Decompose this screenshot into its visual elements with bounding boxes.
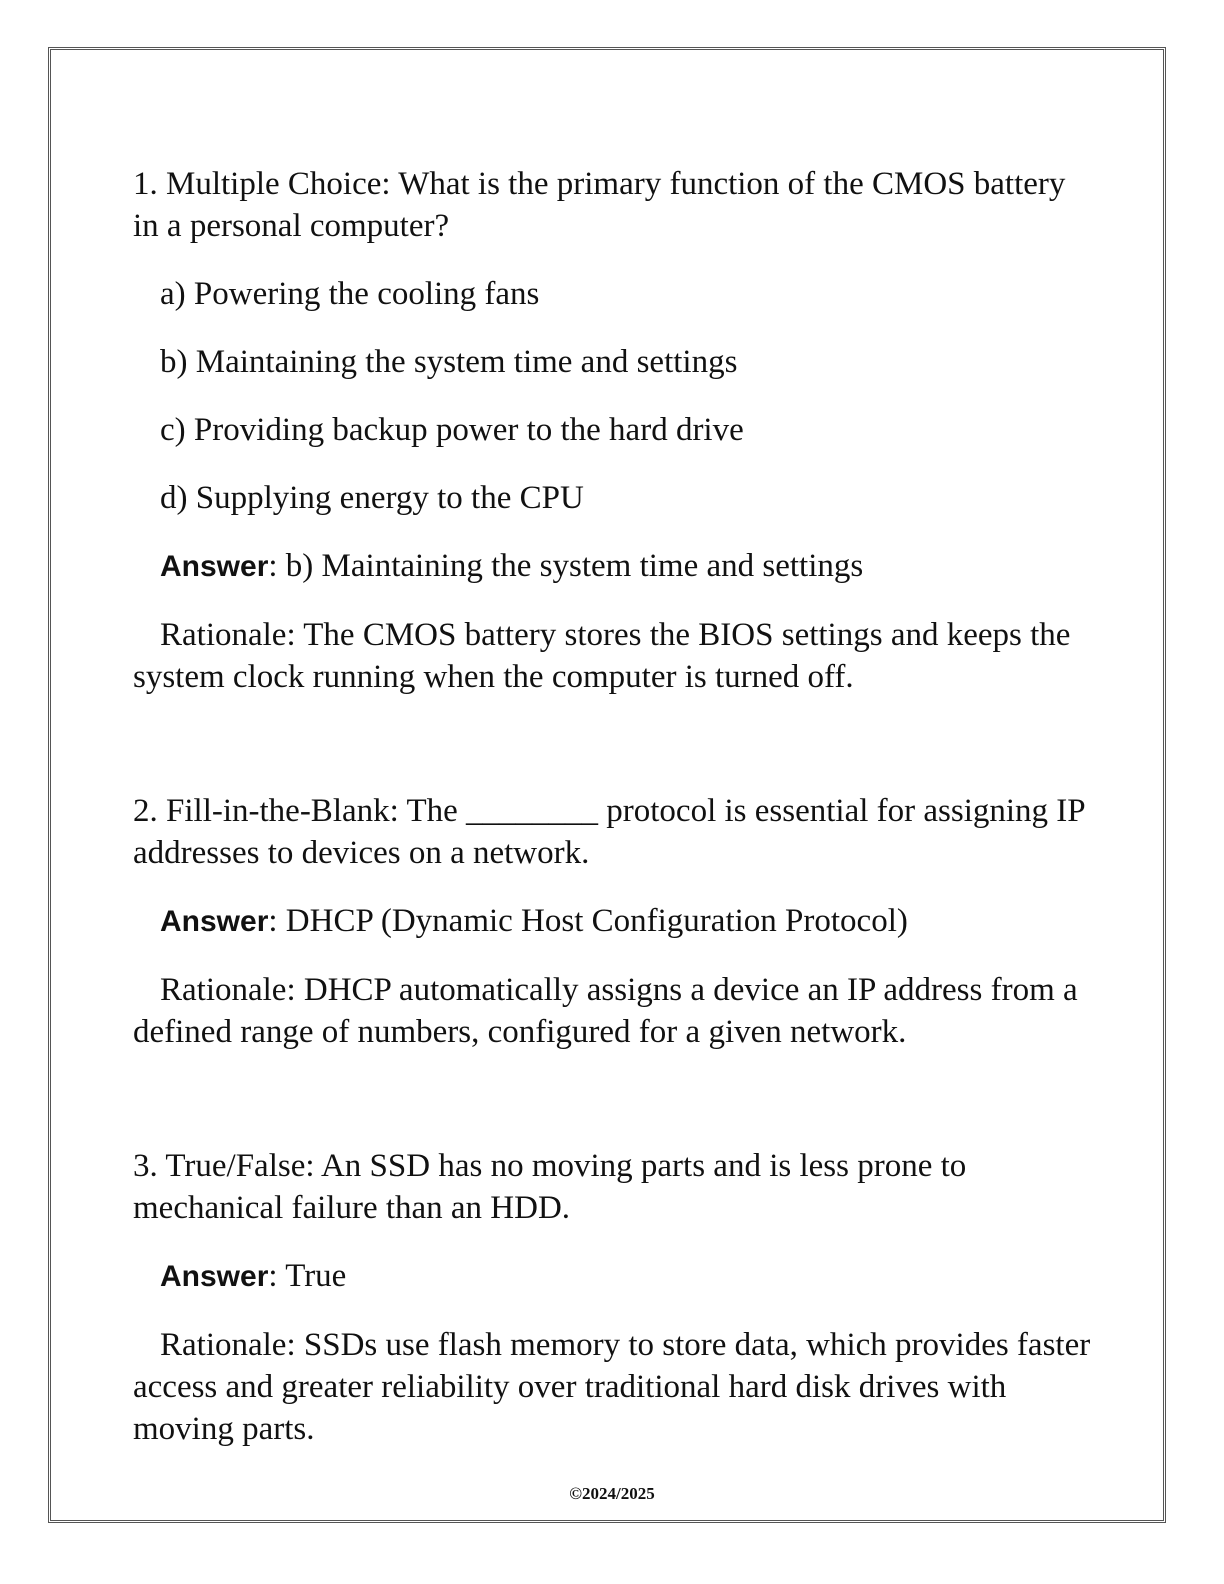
question-item-3 [133, 1145, 1093, 1450]
answer-line [133, 545, 1093, 588]
answer-text: : DHCP (Dynamic Host Configuration Protocol) [268, 903, 908, 939]
question-text: 1. Multiple Choice: What is the primary function of the CMOS battery in a personal computer? [133, 166, 1066, 244]
rationale-text: Rationale: SSDs use flash memory to store data, which provides faster access and greater reliability over traditional hard disk drives with moving parts. [133, 1327, 1091, 1447]
question-item-1 [133, 163, 1093, 698]
answer-line [133, 1255, 1093, 1298]
copyright-footer: ©2024/2025 [569, 1484, 655, 1503]
rationale-text: Rationale: The CMOS battery stores the BIOS settings and keeps the system clock running when the computer is turned off. [133, 617, 1071, 695]
document-content [133, 163, 1093, 1450]
question-text: 2. Fill-in-the-Blank: The ________ protocol is essential for assigning IP addresses to devices on a network. [133, 793, 1085, 871]
answer-label: Answer [160, 905, 269, 938]
question-text: 3. True/False: An SSD has no moving parts and is less prone to mechanical failure than an HDD. [133, 1148, 967, 1226]
question-item-2 [133, 790, 1093, 1053]
option-a: a) Powering the cooling fans [160, 276, 540, 312]
rationale-text: Rationale: DHCP automatically assigns a device an IP address from a defined range of numbers, configured for a given network. [133, 972, 1078, 1050]
answer-label: Answer [160, 1260, 269, 1293]
option-d: d) Supplying energy to the CPU [160, 480, 584, 516]
option-b: b) Maintaining the system time and settings [160, 344, 738, 380]
option-c: c) Providing backup power to the hard drive [160, 412, 744, 448]
answer-label: Answer [160, 550, 269, 583]
answer-text: : True [268, 1258, 347, 1294]
answer-text: : b) Maintaining the system time and settings [268, 548, 864, 584]
answer-line [133, 900, 1093, 943]
